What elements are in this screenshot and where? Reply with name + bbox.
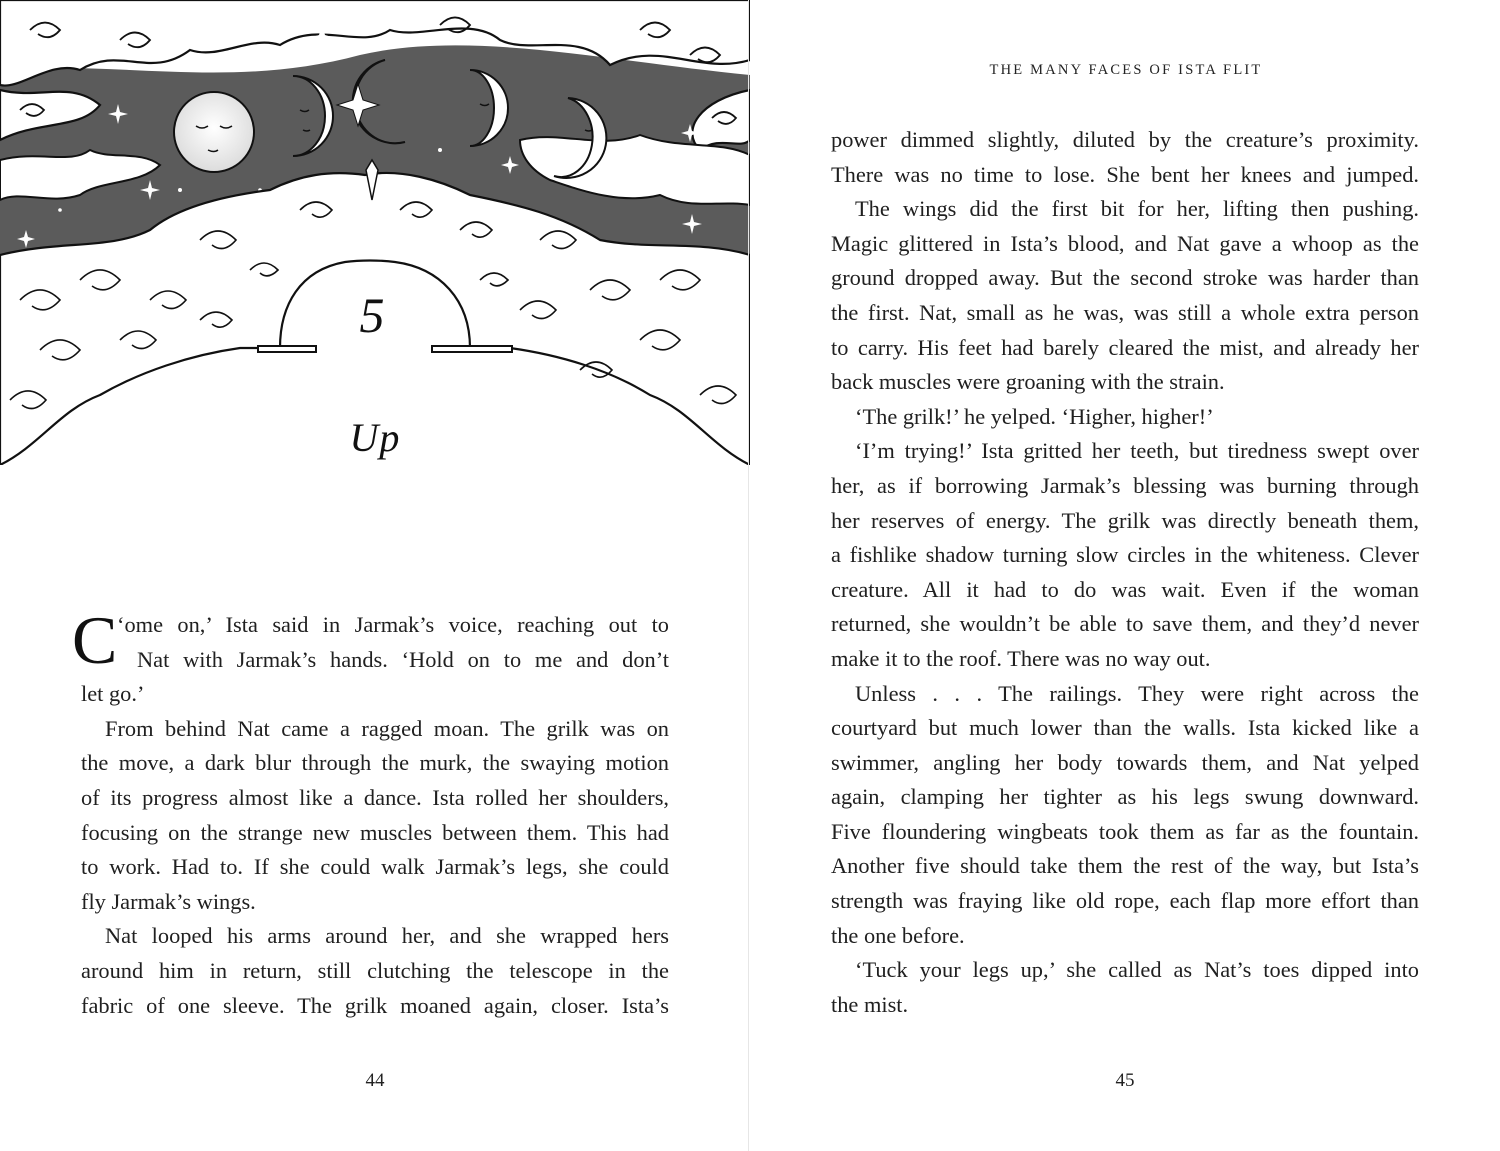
full-moon [174,92,254,172]
text-line: swimmer, angling her body towards them, and Nat yelped [831,749,1419,775]
left-body-text [72,602,669,1023]
text-line: Nat with Jarmak’s hands. ‘Hold on to me and don’t [137,646,669,672]
text-line: let go.’ [81,681,145,707]
chapter-title: Up [349,415,401,460]
chapter-number: 5 [359,287,385,343]
text-line: ‘Tuck your legs up,’ she called as Nat’s toes dipped into [855,957,1419,983]
paragraph-1 [72,602,669,712]
text-line: creature. All it had to do was wait. Even if the woman [831,576,1419,602]
text-line: around him in return, still clutching the telescope in the [81,957,669,983]
text-line: to work. Had to. If she could walk Jarmak’s legs, she could [81,854,669,880]
paragraph-6 [831,953,1419,1022]
paragraph-5 [831,677,1419,954]
text-line: ‘I’m trying!’ Ista gritted her teeth, but tiredness swept over [855,438,1419,464]
chapter-header-illustration [0,0,750,465]
text-line: her reserves of energy. The grilk was directly beneath them, [831,507,1419,533]
paragraph-3 [831,400,1419,435]
text-line: to carry. His feet had barely cleared the mist, and already her [831,334,1419,360]
page-number-left: 44 [365,1070,385,1091]
text-line: the first. Nat, small as he was, was still a whole extra person [831,299,1419,325]
paragraph-3 [81,919,669,1023]
text-line: strength was fraying like old rope, each flap more effort than [831,888,1419,914]
text-line: make it to the roof. There was no way out. [831,645,1211,671]
text-line: Nat looped his arms around her, and she wrapped hers [105,923,669,949]
text-line: ground dropped away. But the second stroke was harder than [831,265,1419,291]
paragraph-2 [831,192,1419,400]
text-line: the move, a dark blur through the murk, the swaying motion [81,750,669,776]
paragraph-2 [81,712,669,920]
text-line: From behind Nat came a ragged moan. The grilk was on [105,715,669,741]
paragraph-4 [831,434,1419,676]
text-line: The wings did the first bit for her, lifting then pushing. [855,196,1419,222]
text-line: Five floundering wingbeats took them as far as the fountain. [831,818,1419,844]
text-line: ‘ome on,’ Ista said in Jarmak’s voice, reaching out to [117,612,669,637]
drop-cap: C [72,602,118,678]
page-number-right: 45 [1115,1070,1135,1091]
paragraph-1 [831,123,1419,192]
text-line: back muscles were groaning with the strain. [831,369,1225,395]
text-line: Unless . . . The railings. They were right across the [855,680,1419,706]
text-line: her, as if borrowing Jarmak’s blessing was burning through [831,472,1419,498]
text-line: returned, she wouldn’t be able to save them, and they’d never [831,611,1419,637]
text-line: of its progress almost like a dance. Ista rolled her shoulders, [81,784,669,810]
text-line: fabric of one sleeve. The grilk moaned again, closer. Ista’s [81,992,669,1018]
text-line: focusing on the strange new muscles between them. This had [81,819,669,845]
text-line: the one before. [831,922,965,948]
text-line: Another five should take them the rest of the way, but Ista’s [831,853,1419,879]
text-line: Magic glittered in Ista’s blood, and Nat gave a whoop as the [831,230,1419,256]
text-line: again, clamping her tighter as his legs swung downward. [831,784,1419,810]
text-line: courtyard but much lower than the walls. Ista kicked like a [831,715,1419,741]
right-body-text [831,123,1419,1022]
text-line: ‘The grilk!’ he yelped. ‘Higher, higher!’ [855,403,1214,429]
text-line: There was no time to lose. She bent her knees and jumped. [831,161,1419,187]
text-line: fly Jarmak’s wings. [81,888,256,914]
text-line: power dimmed slightly, diluted by the creature’s proximity. [831,127,1419,152]
book-gutter [748,0,749,1151]
ledges [258,346,512,352]
text-line: the mist. [831,991,909,1017]
running-head: THE MANY FACES OF ISTA FLIT [989,62,1263,78]
text-line: a fishlike shadow turning slow circles in the whiteness. Clever [831,542,1419,568]
